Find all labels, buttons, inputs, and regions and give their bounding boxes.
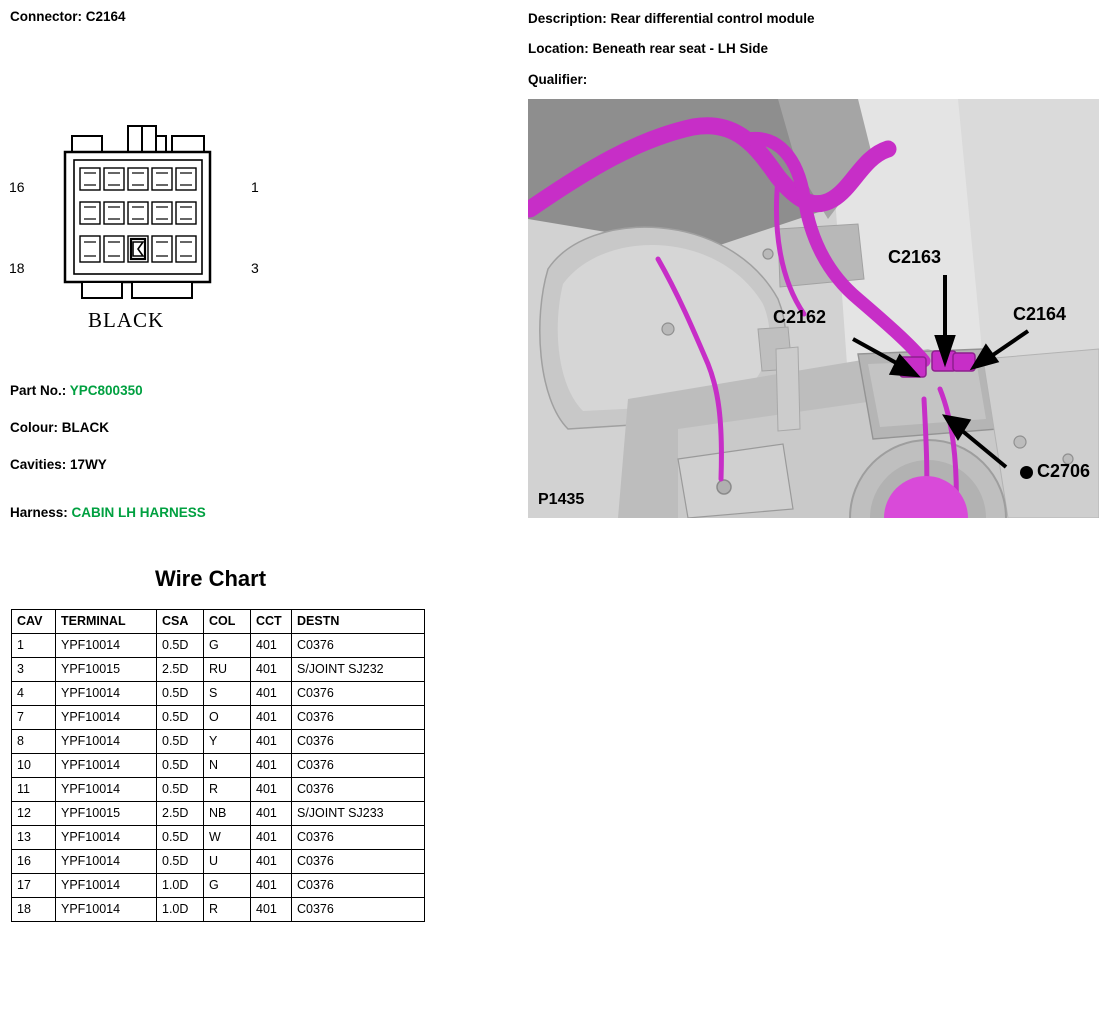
detail-cavities-label: Cavities: (10, 457, 67, 472)
cell-cav: 17 (12, 874, 56, 898)
cell-col: O (204, 706, 251, 730)
cell-cav: 8 (12, 730, 56, 754)
col-header-destn: DESTN (292, 610, 425, 634)
cell-csa: 2.5D (157, 658, 204, 682)
callout-c2163: C2163 (888, 247, 942, 267)
cell-col: U (204, 850, 251, 874)
cell-terminal: YPF10014 (56, 874, 157, 898)
cell-destn: C0376 (292, 826, 425, 850)
cell-csa: 0.5D (157, 850, 204, 874)
cell-col: R (204, 778, 251, 802)
cell-terminal: YPF10014 (56, 826, 157, 850)
cell-destn: C0376 (292, 730, 425, 754)
cell-terminal: YPF10014 (56, 778, 157, 802)
cell-destn: C0376 (292, 778, 425, 802)
cell-terminal: YPF10015 (56, 802, 157, 826)
cell-destn: C0376 (292, 706, 425, 730)
detail-colour-label: Colour: (10, 420, 58, 435)
cell-csa: 0.5D (157, 682, 204, 706)
cell-csa: 0.5D (157, 778, 204, 802)
cell-col: W (204, 826, 251, 850)
cell-cct: 401 (251, 778, 292, 802)
cell-cav: 10 (12, 754, 56, 778)
table-row (12, 658, 425, 682)
cell-cav: 7 (12, 706, 56, 730)
detail-part-no-value: YPC800350 (69, 383, 143, 398)
pin-label-16: 16 (9, 179, 25, 195)
cell-cav: 16 (12, 850, 56, 874)
col-header-col: COL (204, 610, 251, 634)
cell-csa: 1.0D (157, 874, 204, 898)
col-header-terminal: TERMINAL (56, 610, 157, 634)
cell-cav: 18 (12, 898, 56, 922)
cell-destn: C0376 (292, 634, 425, 658)
cell-col: G (204, 874, 251, 898)
cell-csa: 0.5D (157, 706, 204, 730)
cell-cct: 401 (251, 754, 292, 778)
cell-cav: 11 (12, 778, 56, 802)
cell-csa: 0.5D (157, 826, 204, 850)
cell-cav: 4 (12, 682, 56, 706)
callout-c2706 (1020, 461, 1090, 482)
cell-terminal: YPF10014 (56, 898, 157, 922)
pin-label-18: 18 (9, 260, 25, 276)
cell-destn: C0376 (292, 682, 425, 706)
table-row (12, 802, 425, 826)
detail-harness (10, 505, 206, 520)
detail-cavities-value: 17WY (70, 457, 107, 472)
cell-cct: 401 (251, 802, 292, 826)
description-line: Description: Rear differential control module (528, 11, 815, 26)
cell-cav: 3 (12, 658, 56, 682)
cell-destn: C0376 (292, 898, 425, 922)
col-header-cav: CAV (12, 610, 56, 634)
cell-cav: 12 (12, 802, 56, 826)
connector-title: Connector: C2164 (10, 9, 126, 24)
location-photo (528, 99, 1099, 518)
cell-cct: 401 (251, 898, 292, 922)
callout-c2164: C2164 (1013, 304, 1067, 324)
cell-terminal: YPF10014 (56, 754, 157, 778)
cell-cct: 401 (251, 874, 292, 898)
wire-chart-title: Wire Chart (155, 566, 267, 591)
cell-cct: 401 (251, 850, 292, 874)
cell-terminal: YPF10014 (56, 706, 157, 730)
cell-col: Y (204, 730, 251, 754)
table-row (12, 778, 425, 802)
location-line: Location: Beneath rear seat - LH Side (528, 41, 769, 56)
cell-csa: 0.5D (157, 634, 204, 658)
bullet-icon (1020, 466, 1033, 479)
cell-destn: C0376 (292, 850, 425, 874)
cell-cct: 401 (251, 658, 292, 682)
table-header-row (12, 610, 425, 634)
pin-label-3: 3 (251, 260, 259, 276)
cell-cav: 13 (12, 826, 56, 850)
connector-colour-word: BLACK (88, 308, 165, 332)
col-header-csa: CSA (157, 610, 204, 634)
table-row (12, 730, 425, 754)
table-row (12, 682, 425, 706)
col-header-cct: CCT (251, 610, 292, 634)
cell-destn: C0376 (292, 754, 425, 778)
cell-cct: 401 (251, 706, 292, 730)
cell-csa: 0.5D (157, 754, 204, 778)
detail-cavities (10, 457, 107, 472)
cell-col: RU (204, 658, 251, 682)
cell-destn: C0376 (292, 874, 425, 898)
cell-cct: 401 (251, 682, 292, 706)
table-row (12, 634, 425, 658)
cell-csa: 2.5D (157, 802, 204, 826)
table-row (12, 706, 425, 730)
cell-terminal: YPF10014 (56, 730, 157, 754)
table-row (12, 874, 425, 898)
cell-terminal: YPF10014 (56, 850, 157, 874)
cell-col: G (204, 634, 251, 658)
table-row (12, 898, 425, 922)
detail-colour (10, 420, 109, 435)
cell-cav: 1 (12, 634, 56, 658)
cell-csa: 1.0D (157, 898, 204, 922)
detail-part-no-label: Part No.: (10, 383, 67, 398)
detail-harness-value: CABIN LH HARNESS (71, 505, 206, 520)
cell-cct: 401 (251, 634, 292, 658)
detail-colour-value: BLACK (61, 420, 110, 435)
detail-harness-label: Harness: (10, 505, 68, 520)
wire-chart-body (12, 634, 425, 922)
cell-col: R (204, 898, 251, 922)
cell-col: N (204, 754, 251, 778)
cell-terminal: YPF10015 (56, 658, 157, 682)
cell-terminal: YPF10014 (56, 634, 157, 658)
cell-cct: 401 (251, 826, 292, 850)
table-row (12, 754, 425, 778)
detail-part-no (10, 383, 143, 398)
cell-destn: S/JOINT SJ233 (292, 802, 425, 826)
cell-cct: 401 (251, 730, 292, 754)
table-row (12, 826, 425, 850)
photo-id-label: P1435 (538, 491, 585, 508)
cell-col: NB (204, 802, 251, 826)
cell-csa: 0.5D (157, 730, 204, 754)
callout-c2706-text: C2706 (1037, 461, 1091, 481)
table-row (12, 850, 425, 874)
callout-c2162: C2162 (773, 307, 827, 327)
cell-destn: S/JOINT SJ232 (292, 658, 425, 682)
pin-label-1: 1 (251, 179, 259, 195)
cell-terminal: YPF10014 (56, 682, 157, 706)
qualifier-line: Qualifier: (528, 72, 588, 87)
wire-chart-table (11, 609, 425, 922)
cell-col: S (204, 682, 251, 706)
